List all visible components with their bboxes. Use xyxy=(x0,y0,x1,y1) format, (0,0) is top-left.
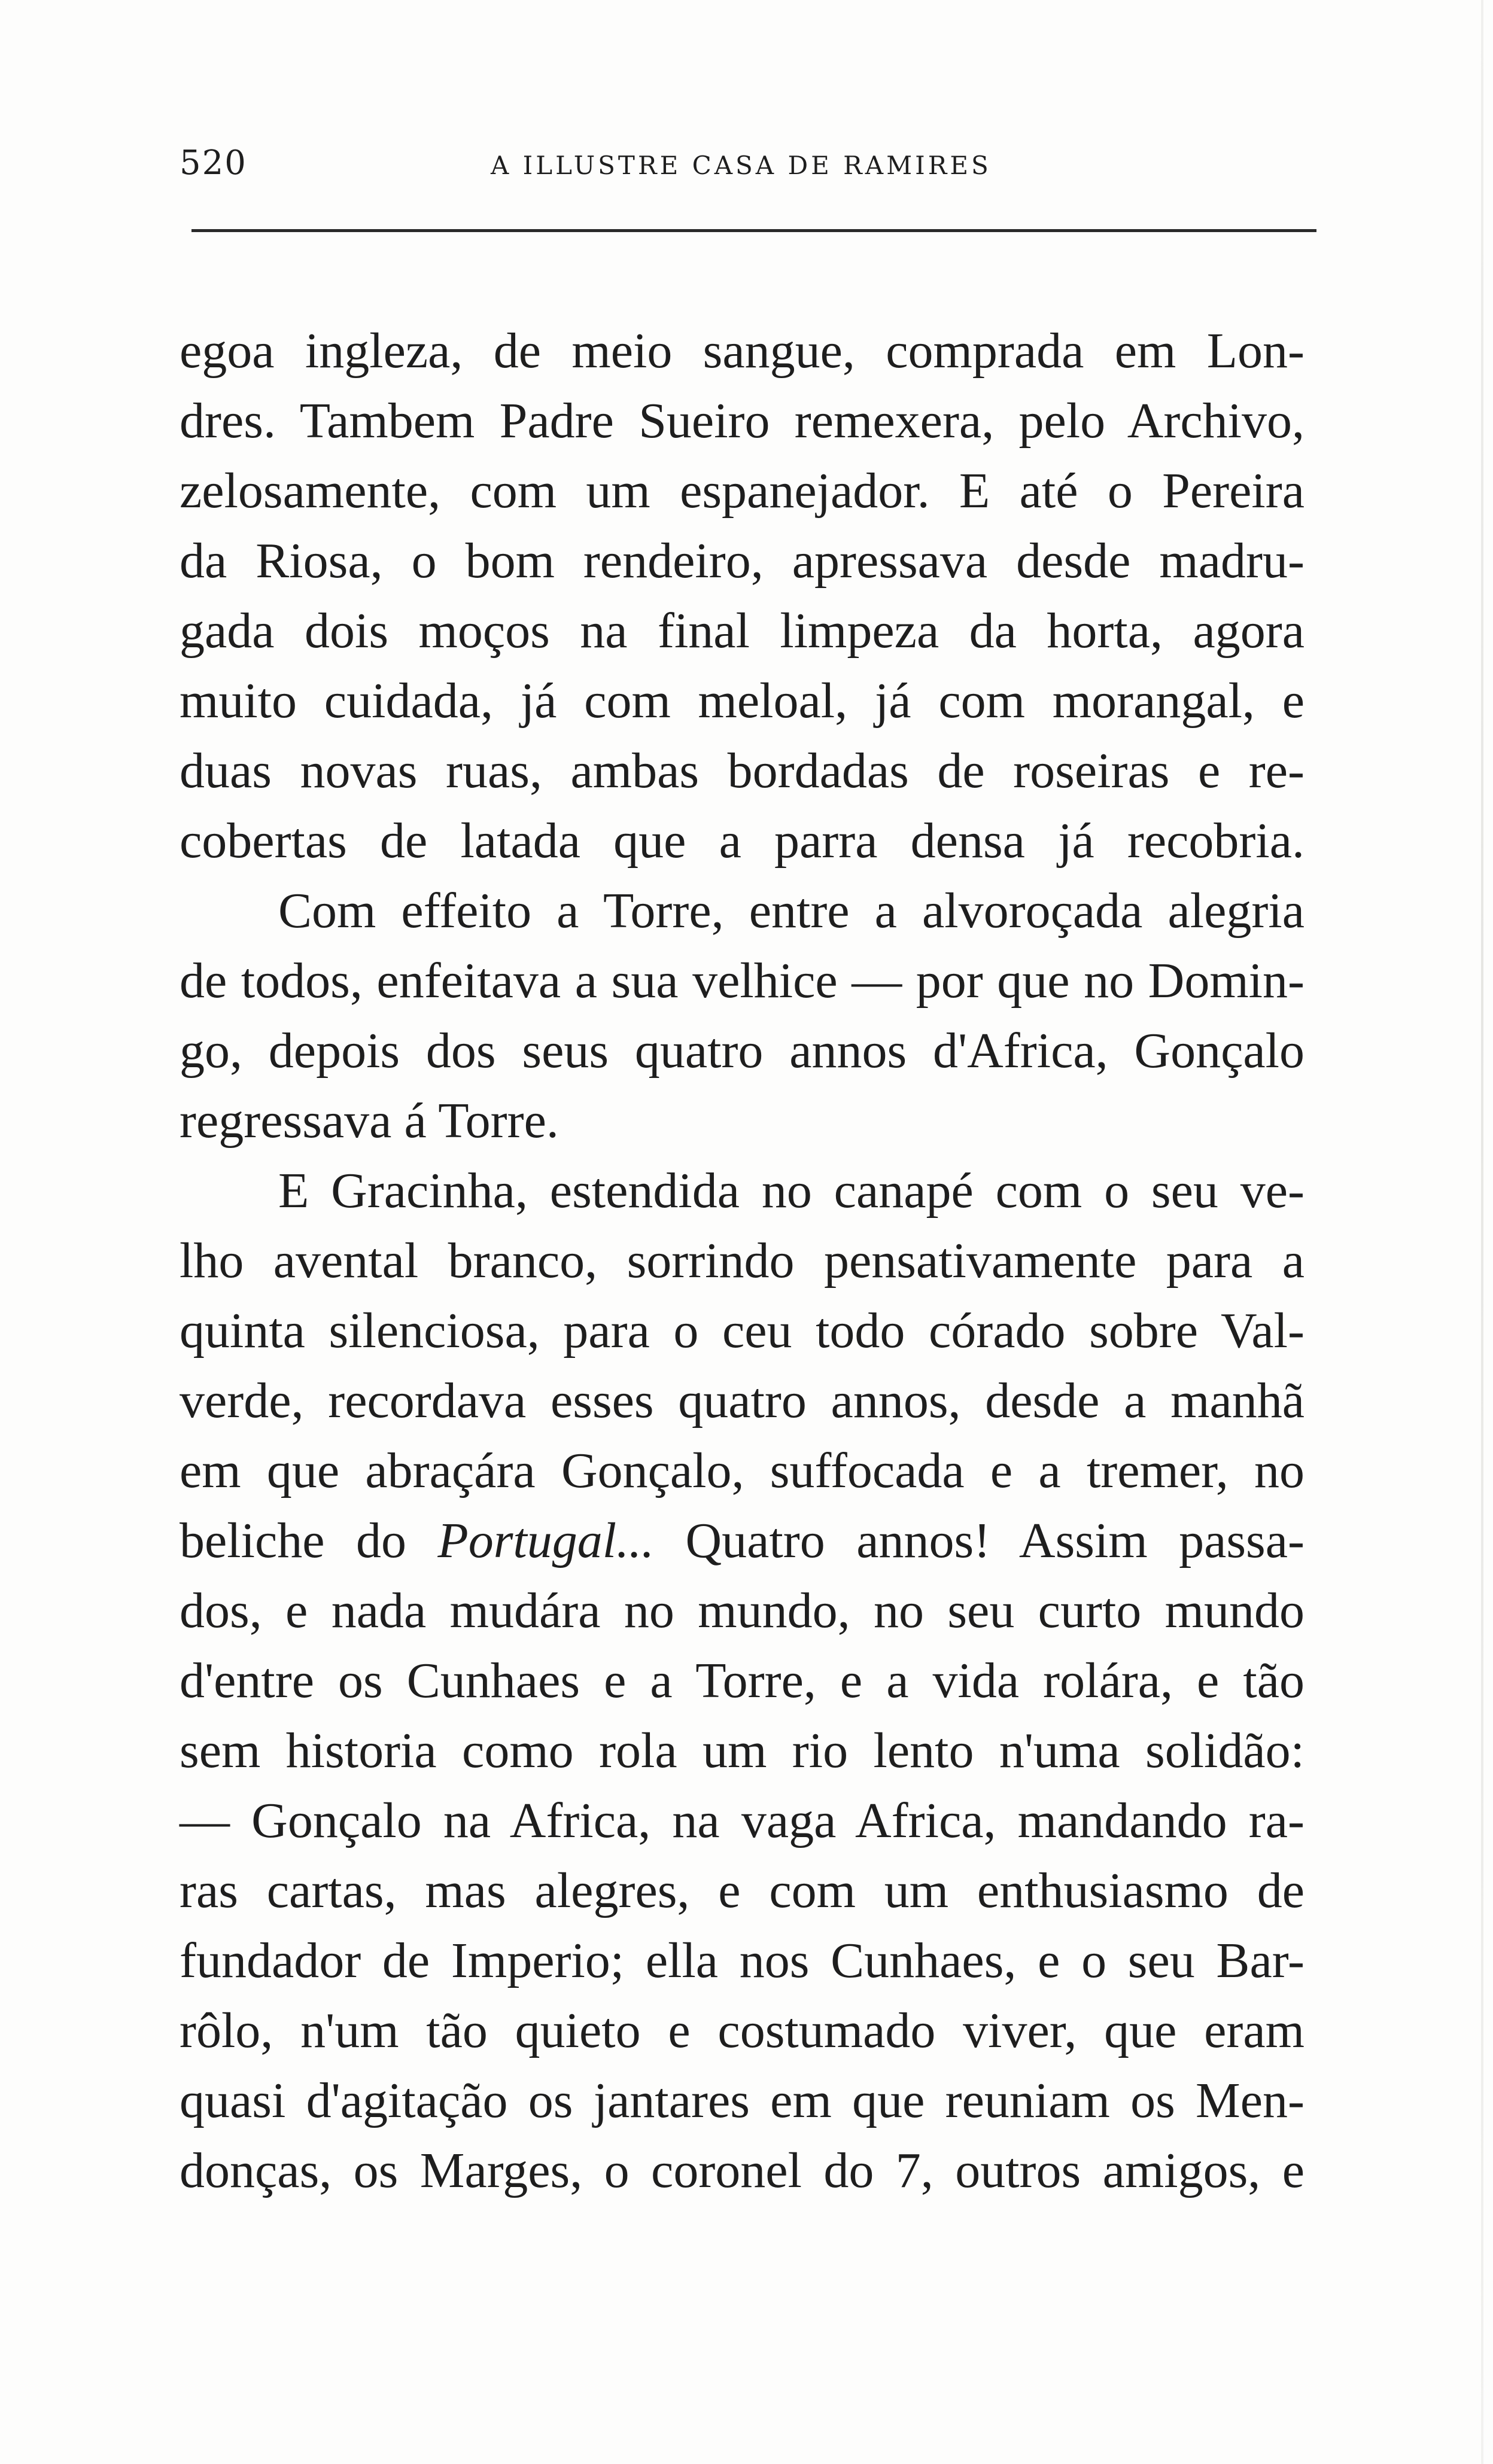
text-line: E Gracinha, estendida no canapé com o seu ve- xyxy=(278,1163,1305,1219)
text-line: fundador de Imperio; ella nos Cunhaes, e o seu Bar- xyxy=(180,1933,1305,1988)
text-line: da Riosa, o bom rendeiro, apressava desde madru- xyxy=(180,533,1305,589)
text-line: em que abraçára Gonçalo, suffocada e a tremer, no xyxy=(180,1443,1305,1498)
text-line: go, depois dos seus quatro annos d'Africa, Gonçalo xyxy=(180,1023,1305,1079)
page-header xyxy=(180,144,1316,182)
text-line: beliche do Portugal... Quatro annos! Assim passa- xyxy=(180,1513,1305,1568)
text-line: muito cuidada, já com meloal, já com morangal, e xyxy=(180,673,1305,729)
text-line: dos, e nada mudára no mundo, no seu curto mundo xyxy=(180,1583,1305,1638)
text-line: rôlo, n'um tão quieto e costumado viver, que eram xyxy=(180,2003,1305,2058)
text-line: donças, os Marges, o coronel do 7, outros amigos, e xyxy=(180,2143,1305,2198)
text-line: quinta silenciosa, para o ceu todo córado sobre Val- xyxy=(180,1303,1305,1359)
text-line: dres. Tambem Padre Sueiro remexera, pelo Archivo, xyxy=(180,393,1305,449)
text-line: egoa ingleza, de meio sangue, comprada em Lon- xyxy=(180,323,1305,379)
header-rule xyxy=(191,229,1316,232)
text-line: zelosamente, com um espanejador. E até o Pereira xyxy=(180,463,1305,519)
ship-name: Portugal... xyxy=(437,1513,655,1568)
text-line: cobertas de latada que a parra densa já recobria. xyxy=(180,813,1305,869)
text-line: sem historia como rola um rio lento n'uma solidão: xyxy=(180,1723,1305,1778)
running-title: A ILLUSTRE CASA DE RAMIRES xyxy=(491,151,992,180)
text-line: lho avental branco, sorrindo pensativamente para a xyxy=(180,1233,1305,1289)
page-number: 520 xyxy=(180,144,247,182)
text-line: regressava á Torre. xyxy=(180,1093,559,1149)
text-line: verde, recordava esses quatro annos, desde a manhã xyxy=(180,1373,1305,1429)
text-line: de todos, enfeitava a sua velhice — por que no Domin- xyxy=(180,953,1305,1009)
text-line: — Gonçalo na Africa, na vaga Africa, mandando ra- xyxy=(180,1793,1305,1848)
text-line: gada dois moços na final limpeza da horta, agora xyxy=(180,603,1305,659)
text-line: Com effeito a Torre, entre a alvoroçada alegria xyxy=(278,883,1305,939)
body-text xyxy=(180,316,1305,2206)
text-line: ras cartas, mas alegres, e com um enthusiasmo de xyxy=(180,1863,1305,1918)
text-line: duas novas ruas, ambas bordadas de roseiras e re- xyxy=(180,743,1305,799)
page-edge xyxy=(1481,0,1483,2464)
text-line: d'entre os Cunhaes e a Torre, e a vida rolára, e tão xyxy=(180,1653,1305,1708)
text-line: quasi d'agitação os jantares em que reuniam os Men- xyxy=(180,2073,1305,2128)
